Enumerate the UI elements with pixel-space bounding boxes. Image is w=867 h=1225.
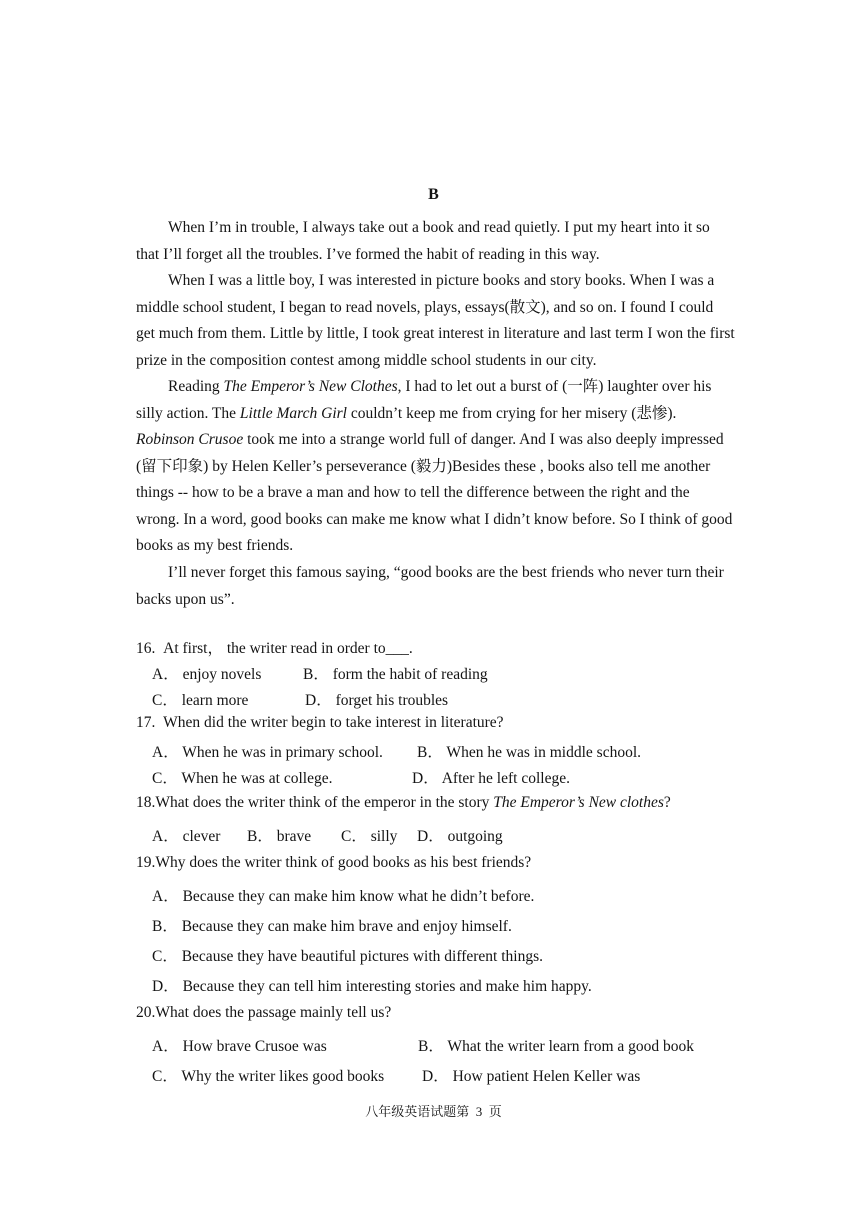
question-18-stem xyxy=(136,794,756,812)
question-16-option-d: D． forget his troubles xyxy=(305,692,449,709)
question-18-stem-text: 18.What does the writer think of the emperor in the story xyxy=(136,794,494,811)
question-19-option-d: D． Because they can tell him interesting stories and make him happy. xyxy=(152,978,592,995)
question-18-option-d: D． outgoing xyxy=(417,828,503,845)
question-18-option-c: C． silly xyxy=(341,828,398,845)
question-20-option-b: B． What the writer learn from a good book xyxy=(418,1038,695,1055)
question-17-option-b: B． When he was in middle school. xyxy=(417,744,642,761)
question-20-option-d: D． How patient Helen Keller was xyxy=(422,1068,641,1085)
question-18-book-title: The Emperor’s New clothes xyxy=(493,794,664,811)
paragraph-3-text-a: Reading xyxy=(168,378,224,395)
book-title-emperor: The Emperor’s New Clothes xyxy=(223,378,398,395)
book-title-little-march-girl: Little March Girl xyxy=(239,404,347,422)
page-footer: 八年级英语试题第 3 页 xyxy=(365,1104,502,1119)
paragraph-3-text-c: couldn’t keep me from crying for her misery (悲惨). xyxy=(346,404,677,422)
passage-paragraph-1: When I’m in trouble, I always take out a book and read quietly. I put my heart into it so that I’ll forget all the troubles. I’ve formed the habit of reading in this way. xyxy=(136,219,710,263)
question-20-stem: 20.What does the passage mainly tell us? xyxy=(136,1004,392,1021)
paragraph-3-text-b: , I had to let out a burst of (一阵) laughter over his silly action. The xyxy=(136,378,712,422)
passage-paragraph-2: When I was a little boy, I was interested in picture books and story books. When I was a middle school student, I began to read novels, plays, essays(散文), and so on. I found I could get much from them. Little by little, I took great interest in literature and last term I won the first prize in the composition contest among middle school students in our city. xyxy=(136,272,735,369)
question-18-option-b: B． brave xyxy=(247,828,312,845)
question-18-option-a: A． clever xyxy=(152,828,221,845)
question-17-stem: 17. When did the writer begin to take interest in literature? xyxy=(136,714,504,731)
question-19-option-b: B． Because they can make him brave and enjoy himself. xyxy=(152,918,512,935)
question-19-option-a: A． Because they can make him know what he didn’t before. xyxy=(152,888,535,905)
book-title-robinson-crusoe: Robinson Crusoe xyxy=(136,431,244,448)
question-19-stem: 19.Why does the writer think of good books as his best friends? xyxy=(136,854,532,871)
question-20-option-c: C． Why the writer likes good books xyxy=(152,1068,385,1085)
question-17-option-d: D． After he left college. xyxy=(412,770,570,787)
question-17-option-c: C． When he was at college. xyxy=(152,770,333,787)
question-16-option-a: A． enjoy novels xyxy=(152,666,262,683)
question-20-option-a: A． How brave Crusoe was xyxy=(152,1038,327,1055)
passage-paragraph-3 xyxy=(136,374,736,560)
question-16-stem: 16. At first， the writer read in order to___. xyxy=(136,640,413,657)
question-18-stem-end: ? xyxy=(663,794,671,811)
question-16-option-b: B． form the habit of reading xyxy=(303,666,488,683)
passage-paragraph-4: I’ll never forget this famous saying, “good books are the best friends who never turn their backs upon us”. xyxy=(136,564,724,608)
question-19-option-c: C． Because they have beautiful pictures with different things. xyxy=(152,948,543,965)
paragraph-3-text-d: took me into a strange world full of danger. And I was also deeply impressed (留下印象) by Helen Keller’s perseverance (毅力)Besides these , books also tell me another things -- how to be a brave a man and how to tell the difference between the right and the wrong. In a word, good books can make me know what I didn’t know before. So I think of good books as my best friends. xyxy=(136,431,733,554)
question-17-option-a: A． When he was in primary school. xyxy=(152,744,383,761)
section-title: B xyxy=(428,186,439,203)
question-16-option-c: C． learn more xyxy=(152,692,249,709)
